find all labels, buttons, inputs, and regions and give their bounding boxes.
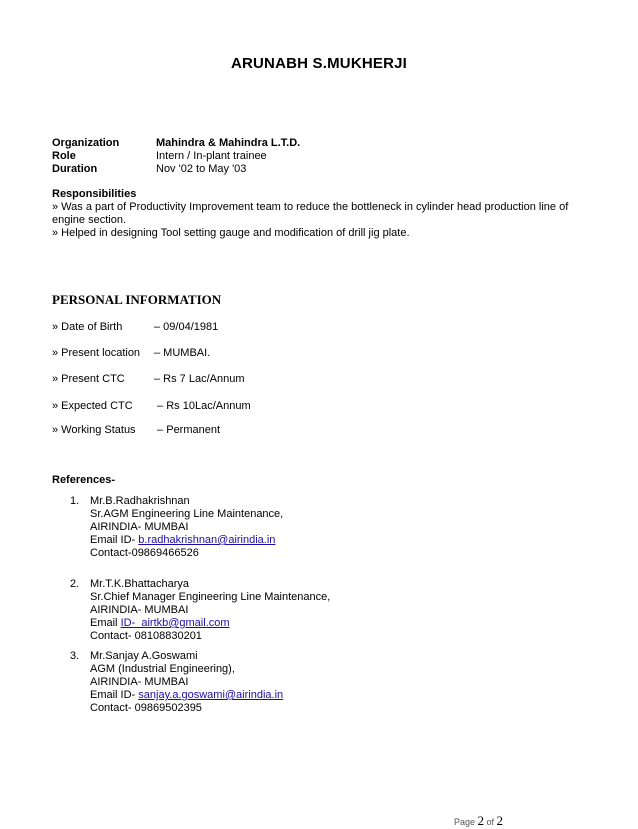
reference-contact: Contact- 09869502395 [90, 702, 202, 714]
personal-row-working-status [52, 424, 220, 436]
email-link[interactable]: b.radhakrishnan@airindia.in [138, 534, 276, 546]
personal-label: » Working Status [52, 424, 136, 436]
personal-value: – Rs 10Lac/Annum [154, 400, 251, 412]
reference-org: AIRINDIA- MUMBAI [90, 604, 189, 616]
reference-email-line [90, 617, 330, 630]
page-total: 2 [496, 813, 503, 828]
personal-row-expected-ctc [52, 400, 251, 412]
page-word: Page [453, 817, 478, 827]
reference-title: Sr.Chief Manager Engineering Line Maintenance, [90, 591, 331, 603]
reference-body [90, 495, 283, 560]
job-label: Role [52, 150, 76, 162]
reference-contact: Contact- 08108830201 [90, 630, 202, 642]
email-prefix: Email ID- [90, 689, 139, 701]
personal-value: – MUMBAI. [154, 347, 211, 359]
job-details-table [52, 137, 300, 176]
reference-email-line [90, 689, 283, 702]
reference-item [70, 650, 283, 715]
reference-item [70, 495, 283, 560]
personal-value: – 09/04/1981 [154, 321, 219, 333]
job-value: Mahindra & Mahindra L.T.D. [156, 137, 301, 149]
reference-body [90, 650, 283, 715]
job-value: Nov '02 to May '03 [156, 163, 247, 175]
reference-name: Mr.B.Radhakrishnan [90, 495, 190, 507]
job-label: Duration [52, 163, 98, 175]
reference-org: AIRINDIA- MUMBAI [90, 676, 189, 688]
email-prefix: Email ID- [90, 534, 139, 546]
reference-name: Mr.Sanjay A.Goswami [90, 650, 198, 662]
reference-title: AGM (Industrial Engineering), [90, 663, 235, 675]
personal-label: » Date of Birth [52, 321, 123, 333]
email-link[interactable]: ID- airtkb@gmail.com [120, 617, 230, 629]
personal-label: » Expected CTC [52, 400, 133, 412]
reference-email-line [90, 534, 283, 547]
reference-number: 2. [70, 578, 80, 590]
responsibilities-heading: Responsibilities [52, 188, 137, 200]
responsibility-item: » Was a part of Productivity Improvement team to reduce the bottleneck in cylinder head production line of engine section. [52, 201, 569, 226]
job-value: Intern / In-plant trainee [156, 150, 267, 162]
job-row-organization [52, 137, 300, 150]
email-prefix: Email [90, 617, 121, 629]
responsibility-item: » Helped in designing Tool setting gauge and modification of drill jig plate. [52, 227, 410, 239]
reference-name: Mr.T.K.Bhattacharya [90, 578, 190, 590]
reference-body [90, 578, 330, 643]
reference-number: 1. [70, 495, 80, 507]
reference-number: 3. [70, 650, 80, 662]
page-current: 2 [477, 813, 484, 828]
personal-value: – Permanent [154, 424, 221, 436]
personal-info-heading: PERSONAL INFORMATION [52, 292, 222, 307]
reference-title: Sr.AGM Engineering Line Maintenance, [90, 508, 284, 520]
document-title: ARUNABH S.MUKHERJI [230, 55, 408, 72]
of-word: of [483, 817, 497, 827]
reference-contact: Contact-09869466526 [90, 547, 199, 559]
personal-label: » Present location [52, 347, 141, 359]
personal-row-dob [52, 321, 218, 333]
job-row-duration [52, 163, 300, 176]
personal-value: – Rs 7 Lac/Annum [154, 373, 245, 385]
responsibilities-list [52, 201, 592, 240]
job-row-role [52, 150, 300, 163]
page-number [454, 813, 503, 829]
job-label: Organization [52, 137, 120, 149]
personal-row-location [52, 347, 210, 359]
personal-row-present-ctc [52, 373, 245, 385]
reference-item [70, 578, 330, 643]
references-heading: References- [52, 474, 115, 486]
personal-label: » Present CTC [52, 373, 125, 385]
email-link[interactable]: sanjay.a.goswami@airindia.in [138, 689, 284, 701]
reference-org: AIRINDIA- MUMBAI [90, 521, 189, 533]
